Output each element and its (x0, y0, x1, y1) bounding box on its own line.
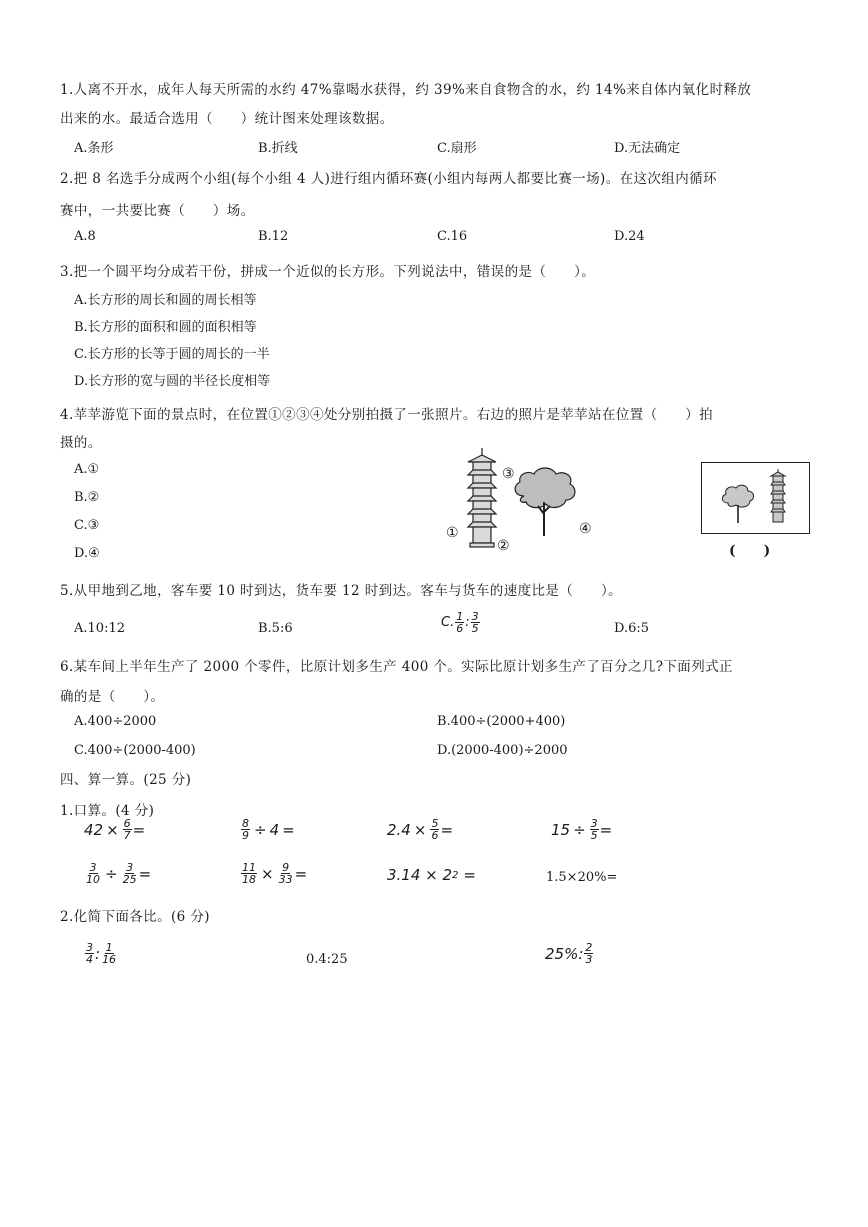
q1-option-d: D.无法确定 (614, 141, 681, 156)
denominator: 9 (242, 829, 249, 842)
equals-sign: = (599, 820, 613, 839)
tree-icon (515, 468, 575, 536)
q5-text-line1: 5.从甲地到乙地，客车要 10 时到达，货车要 12 时到达。客车与货车的速度比是（ ）。 (60, 583, 623, 599)
numerator: 1 (105, 941, 113, 954)
q1-option-c: C.扇形 (437, 141, 477, 156)
scene-illustration (440, 446, 600, 558)
numerator: 3 (89, 861, 97, 874)
equals-sign: = (282, 820, 295, 839)
ratio-expr-2: 0.4:25 (306, 952, 348, 967)
q5-option-a: A.10:12 (74, 621, 125, 636)
q3-text-line1: 3.把一个圆平均分成若干份，拼成一个近似的长方形。下列说法中，错误的是（ ）。 (60, 264, 596, 280)
equals-sign: = (138, 864, 152, 883)
q3-option-b: B.长方形的面积和圆的面积相等 (74, 320, 257, 335)
calc-expr-8: 1.5×20%= (546, 870, 618, 885)
q6-text-line1: 6.某车间上半年生产了 2000 个零件，比原计划多生产 400 个。实际比原计划多生产了百分之几?下面列式正 (60, 659, 733, 675)
q5-option-c (441, 611, 481, 634)
equals-sign: = (440, 820, 454, 839)
q1-text-line2: 出来的水。最适合选用（ ）统计图来处理该数据。 (60, 111, 394, 127)
denominator: 10 (86, 873, 100, 886)
fraction (455, 611, 464, 634)
exponent: 2 (452, 869, 459, 881)
calc-expr-4 (551, 818, 612, 841)
q6-option-c: C.400÷(2000-400) (74, 743, 196, 758)
ratio-expr-1 (84, 942, 118, 965)
operator: × (106, 820, 119, 839)
operand: 2.4 (387, 820, 411, 839)
calc-expr-5 (84, 862, 151, 885)
denominator: 33 (278, 873, 293, 886)
operator: × (413, 820, 427, 839)
numerator: 3 (590, 817, 598, 830)
denominator: 5 (590, 829, 598, 842)
numerator: 8 (242, 817, 249, 830)
numerator: 5 (431, 817, 439, 830)
fraction (123, 818, 132, 841)
simplify-ratio-heading: 2.化简下面各比。(6 分) (60, 909, 210, 925)
fraction (471, 611, 480, 634)
q5-option-b: B.5:6 (258, 621, 293, 636)
numerator: 3 (86, 941, 93, 954)
q5-option-d: D.6:5 (614, 621, 650, 636)
q4-option-c: C.③ (74, 518, 100, 533)
calc-expr-3 (387, 818, 453, 841)
marker-3: ③ (502, 466, 515, 482)
q2-text-line2: 赛中，一共要比赛（ ）场。 (60, 203, 255, 219)
denominator: 5 (471, 622, 479, 635)
q6-option-a: A.400÷2000 (74, 714, 157, 729)
q2-text-line1: 2.把 8 名选手分成两个小组(每个小组 4 人)进行组内循环赛(小组内每两人都要比赛一场)。在这次组内循环 (60, 171, 717, 187)
calc-expr-6 (240, 862, 307, 885)
denominator: 18 (242, 873, 256, 886)
numerator: 3 (126, 861, 134, 874)
numerator: 1 (456, 610, 464, 623)
fraction (584, 942, 593, 965)
oral-calc-heading: 1.口算。(4 分) (60, 803, 155, 819)
fraction (101, 942, 117, 965)
q6-text-line2: 确的是（ ）。 (60, 689, 165, 705)
photo-frame (701, 462, 810, 534)
calc-expr-7 (387, 866, 476, 884)
operator: ÷ (254, 820, 267, 839)
denominator: 25 (122, 873, 137, 886)
operator: ÷ (573, 820, 586, 839)
pagoda-icon (468, 448, 496, 547)
q1-text-line1: 1.人离不开水，成年人每天所需的水约 47%靠喝水获得，约 39%来自食物含的水，约 14%来自体内氧化时释放 (60, 82, 752, 98)
fraction (590, 818, 599, 841)
ratio-colon: : (465, 615, 470, 630)
calc-expr-1 (84, 818, 145, 841)
q3-option-a: A.长方形的周长和圆的周长相等 (74, 293, 257, 308)
operand: 42 (84, 820, 104, 839)
photo-answer-blank: ( ) (729, 543, 771, 559)
q2-option-a: A.8 (74, 229, 96, 244)
operand: 4 (269, 820, 280, 839)
fraction (85, 862, 101, 885)
calc-expr-2 (240, 818, 298, 841)
q4-option-d: D.④ (74, 546, 100, 561)
q4-text-line2: 摄的。 (60, 435, 102, 451)
q3-option-c: C.长方形的长等于圆的周长的一半 (74, 347, 270, 362)
section-4-title: 四、算一算。(25 分) (60, 772, 192, 788)
numerator: 6 (123, 817, 131, 830)
fraction (278, 862, 294, 885)
denominator: 6 (431, 829, 439, 842)
numerator: 11 (242, 861, 256, 874)
denominator: 6 (456, 622, 464, 635)
marker-2: ② (497, 538, 510, 554)
q5-option-c-label: C. (441, 615, 455, 630)
numerator: 9 (282, 861, 290, 874)
equals-sign: = (294, 864, 308, 883)
numerator: 2 (585, 941, 593, 954)
fraction (241, 862, 257, 885)
q3-option-d: D.长方形的宽与圆的半径长度相等 (74, 374, 271, 389)
q1-option-a: A.条形 (74, 141, 114, 156)
marker-1: ① (446, 525, 459, 541)
operator: × (261, 864, 274, 883)
fraction (85, 942, 94, 965)
ratio-colon: : (95, 944, 101, 963)
q6-option-b: B.400÷(2000+400) (437, 714, 566, 729)
operand: 3.14 × 2 (387, 866, 453, 884)
denominator: 3 (585, 953, 593, 966)
denominator: 16 (102, 953, 117, 966)
equals-sign: = (132, 820, 146, 839)
denominator: 4 (86, 953, 93, 966)
ratio-colon: : (578, 944, 584, 963)
marker-4: ④ (579, 521, 592, 537)
q2-option-d: D.24 (614, 229, 645, 244)
q4-option-b: B.② (74, 490, 100, 505)
fraction (122, 862, 138, 885)
ratio-expr-3 (545, 942, 594, 965)
denominator: 7 (123, 829, 131, 842)
operand: 25% (545, 944, 579, 963)
q2-option-c: C.16 (437, 229, 468, 244)
operand: 15 (551, 820, 571, 839)
q2-option-b: B.12 (258, 229, 289, 244)
q1-option-b: B.折线 (258, 141, 298, 156)
q4-text-line1: 4.苹苹游览下面的景点时，在位置①②③④处分别拍摄了一张照片。右边的照片是苹苹站在位置（ ）拍 (60, 407, 714, 423)
numerator: 3 (471, 610, 479, 623)
q6-option-d: D.(2000-400)÷2000 (437, 743, 568, 758)
photo-scene-icon (702, 463, 809, 533)
q4-option-a: A.① (74, 462, 100, 477)
fraction (430, 818, 439, 841)
fraction (241, 818, 250, 841)
operator: ÷ (105, 864, 118, 883)
equals-sign: = (463, 866, 476, 884)
